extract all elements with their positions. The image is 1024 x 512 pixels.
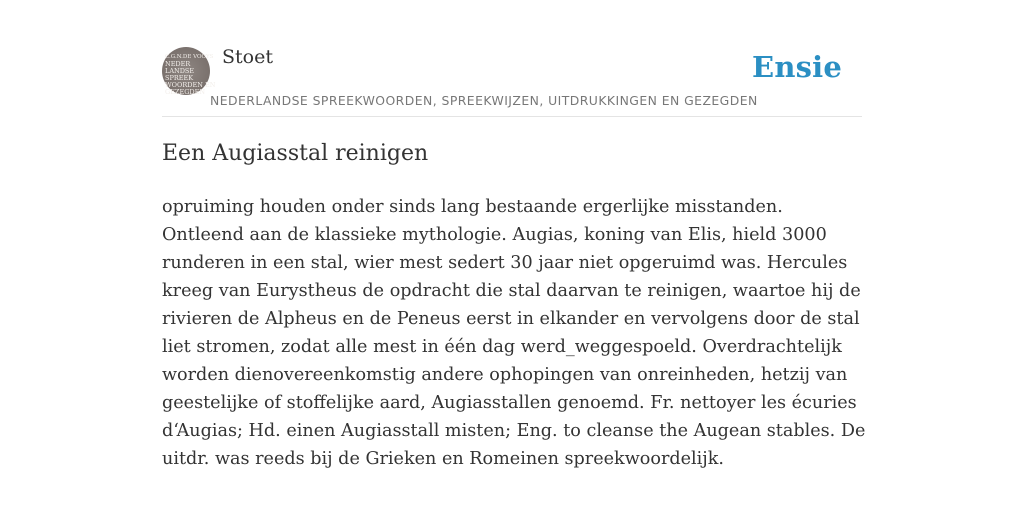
avatar-title-line: WOORDEN EN <box>165 81 216 89</box>
article-body: opruiming houden onder sinds lang bestaande ergerlijke misstanden. Ontleend aan de klassieke mythologie. Augias, koning van Elis, hield 3000 runderen in een stal, wier mest sedert 30 jaar niet opgeruimd was. Hercules kreeg van Eurystheus de opdracht die stal daarvan te reinigen, waartoe hij de rivieren de Alpheus en de Peneus eerst in elkander en vervolgens door de stal liet stromen, zodat alle mest in één dag werd_weggespoeld. Overdrachtelijk worden dienovereenkomstig andere ophopingen van onreinheden, hetzij van geestelijke of stoffelijke aard, Augiasstallen genoemd. Fr. nettoyer les écuries d‘Augias; Hd. einen Augiasstall misten; Eng. to cleanse the Augean stables. De uitdr. was reeds bij de Grieken en Romeinen spreekwoordelijk. <box>162 197 866 469</box>
avatar-title-line: LANDSE <box>165 67 195 75</box>
source-subtitle[interactable]: NEDERLANDSE SPREEKWOORDEN, SPREEKWIJZEN, UITDRUKKINGEN EN GEZEGDEN <box>210 93 758 108</box>
avatar-title-line: GEZEGDEN <box>165 88 206 96</box>
avatar-title-line: SPREEK <box>165 74 194 82</box>
avatar-caption: C.G.N.DE VOOYS <box>165 54 214 60</box>
article-card <box>162 0 866 512</box>
author-name[interactable]: Stoet <box>222 46 273 68</box>
book-cover-avatar[interactable] <box>162 47 216 96</box>
page-title: Een Augiasstal reinigen <box>162 141 429 166</box>
avatar-title-line: NEDER <box>165 60 191 68</box>
ensie-logo[interactable]: Ensie <box>752 50 842 84</box>
avatar-title <box>165 60 216 96</box>
article-header <box>162 0 862 117</box>
